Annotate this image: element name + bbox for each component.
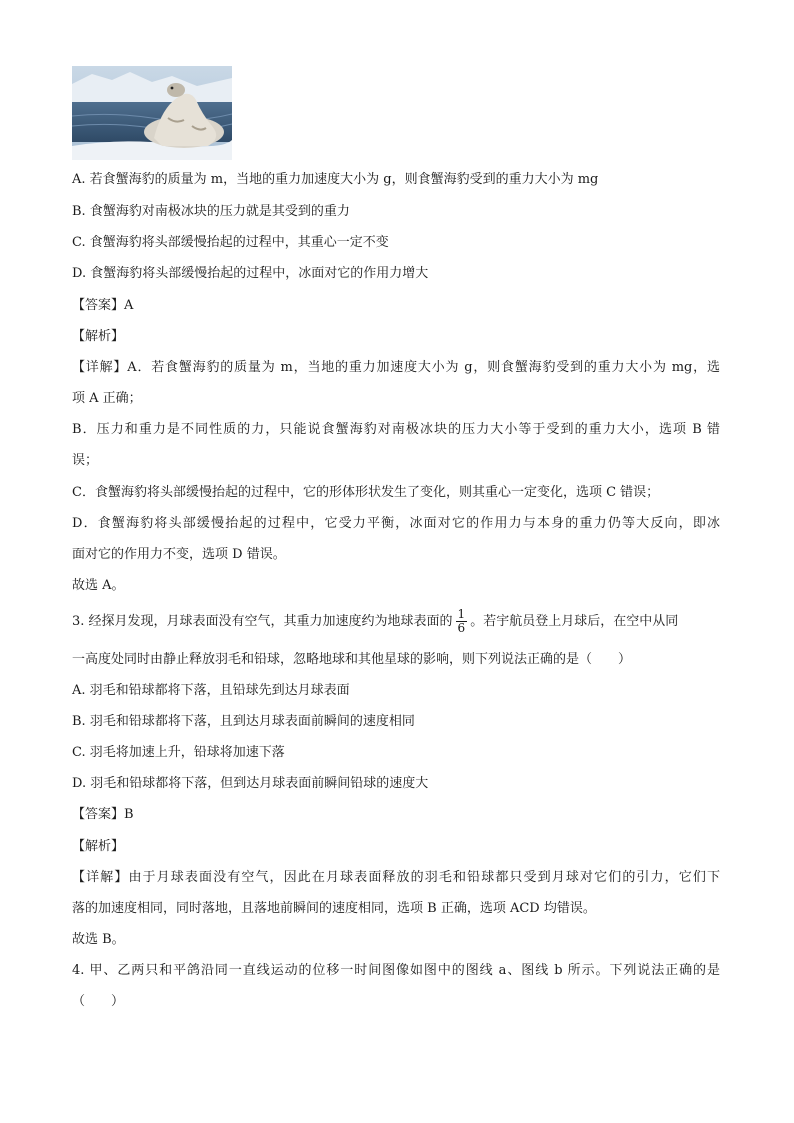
- q2-analysis-label: 【解析】: [72, 329, 125, 344]
- q2-detail-line-7: 面对它的作用力不变，选项 D 错误。: [72, 547, 286, 562]
- q3-fraction-numerator: 1: [457, 607, 466, 621]
- q4-stem-line-2: （ ）: [72, 994, 125, 1009]
- q3-analysis-label: 【解析】: [72, 839, 125, 854]
- q3-fraction-denominator: 6: [457, 621, 466, 635]
- q3-option-d: D. 羽毛和铅球都将下落，但到达月球表面前瞬间铅球的速度大: [72, 776, 429, 791]
- q3-fraction: [456, 608, 468, 635]
- q2-answer: 【答案】A: [72, 298, 134, 313]
- q2-option-d: D. 食蟹海豹将头部缓慢抬起的过程中，冰面对它的作用力增大: [72, 266, 429, 281]
- q3-conclusion: 故选 B。: [72, 932, 125, 947]
- q2-conclusion: 故选 A。: [72, 578, 125, 593]
- q3-stem-part-a: 3. 经探月发现，月球表面没有空气，其重力加速度约为地球表面的: [72, 614, 453, 629]
- q3-option-b: B. 羽毛和铅球都将下落，且到达月球表面前瞬间的速度相同: [72, 714, 415, 729]
- q4-stem-line-1: 4. 甲、乙两只和平鸽沿同一直线运动的位移一时间图像如图中的图线 a、图线 b 所示。下列说法正确的是: [72, 963, 720, 978]
- q3-stem-line-2: 一高度处同时由静止释放羽毛和铅球，忽略地球和其他星球的影响，则下列说法正确的是（ ）: [72, 652, 632, 667]
- q2-option-b: B. 食蟹海豹对南极冰块的压力就是其受到的重力: [72, 204, 350, 219]
- q3-detail-line-1: 【详解】由于月球表面没有空气，因此在月球表面释放的羽毛和铅球都只受到月球对它们的引力，它们下: [72, 870, 720, 885]
- q3-option-a: A. 羽毛和铅球都将下落，且铅球先到达月球表面: [72, 683, 350, 698]
- seal-photo: [72, 66, 232, 160]
- q3-stem-part-b: 。若宇航员登上月球后，在空中从同: [470, 614, 679, 629]
- q2-detail-line-4: 误；: [72, 453, 99, 468]
- q2-detail-line-1: 【详解】A．若食蟹海豹的质量为 m，当地的重力加速度大小为 g，则食蟹海豹受到的重力大小为 mg，选: [72, 360, 720, 375]
- q3-option-c: C. 羽毛将加速上升，铅球将加速下落: [72, 745, 285, 760]
- q2-option-c: C. 食蟹海豹将头部缓慢抬起的过程中，其重心一定不变: [72, 235, 389, 250]
- q3-stem-line-1: [72, 608, 720, 635]
- q3-answer: 【答案】B: [72, 807, 134, 822]
- q2-option-a: A. 若食蟹海豹的质量为 m，当地的重力加速度大小为 g，则食蟹海豹受到的重力大小为 mg: [72, 172, 599, 187]
- q2-detail-line-3: B．压力和重力是不同性质的力，只能说食蟹海豹对南极冰块的压力大小等于受到的重力大小，选项 B 错: [72, 422, 720, 437]
- q2-detail-line-6: D．食蟹海豹将头部缓慢抬起的过程中，它受力平衡，冰面对它的作用力与本身的重力仍等大反向，即冰: [72, 516, 720, 531]
- q3-detail-line-2: 落的加速度相同，同时落地，且落地前瞬间的速度相同，选项 B 正确，选项 ACD 均错误。: [72, 901, 596, 916]
- seal-image: [72, 66, 232, 160]
- q2-detail-line-5: C．食蟹海豹将头部缓慢抬起的过程中，它的形体形状发生了变化，则其重心一定变化，选项 C 错误；: [72, 485, 660, 500]
- q2-detail-line-2: 项 A 正确；: [72, 391, 142, 406]
